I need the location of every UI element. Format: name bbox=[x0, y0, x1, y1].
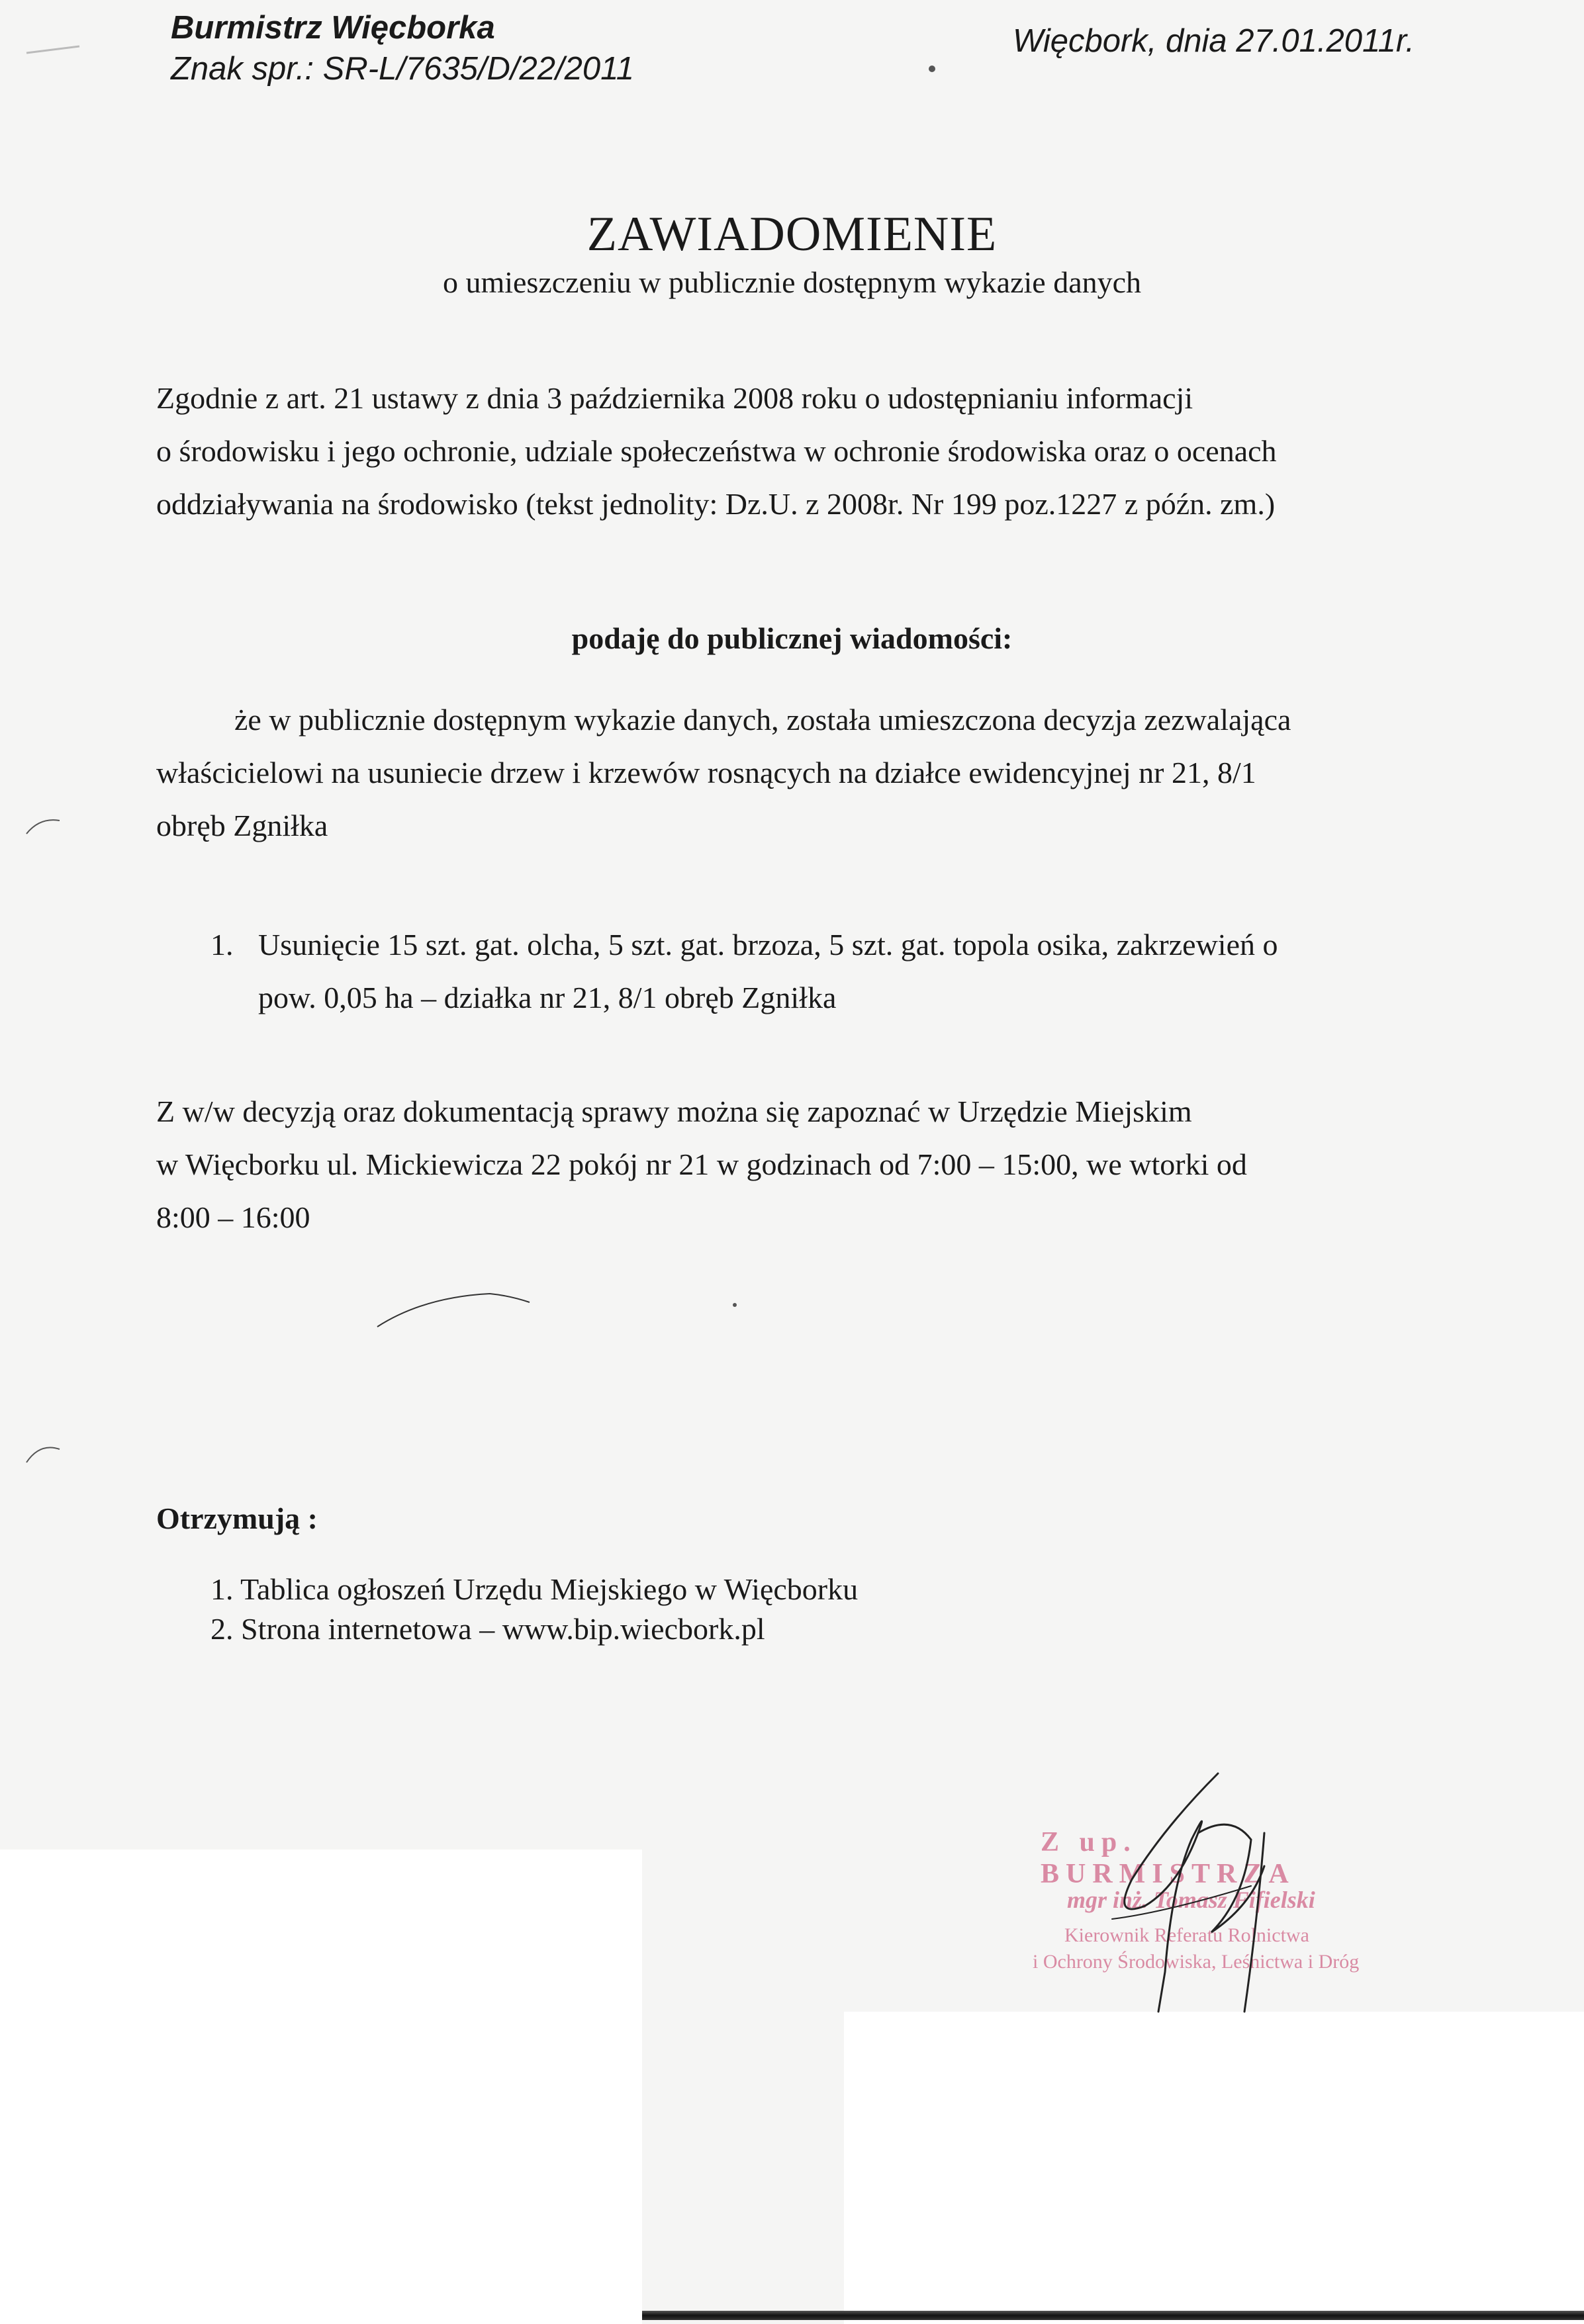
document-subtitle: o umieszczeniu w publicznie dostępnym wykazie danych bbox=[442, 265, 1142, 299]
recipients-list bbox=[210, 1570, 858, 1649]
list-item bbox=[210, 918, 1428, 1024]
decision-line: obręb Zgniłka bbox=[156, 809, 328, 842]
legal-basis-paragraph bbox=[156, 372, 1427, 531]
scan-paper-region bbox=[844, 2012, 1584, 2324]
reference-number: Znak spr.: SR-L/7635/D/22/2011 bbox=[171, 51, 634, 87]
legal-basis-line: oddziaływania na środowisko (tekst jednolity: Dz.U. z 2008r. Nr 199 poz.1227 z późn. zm.) bbox=[156, 487, 1276, 521]
document-title: ZAWIADOMIENIE bbox=[586, 207, 998, 261]
list-item-line: pow. 0,05 ha – działka nr 21, 8/1 obręb Zgniłka bbox=[258, 981, 837, 1014]
decision-paragraph bbox=[156, 693, 1427, 852]
announcement-heading: podaję do publicznej wiadomości: bbox=[571, 621, 1013, 655]
decision-line: właścicielowi na usuniecie drzew i krzewów rosnących na działce ewidencyjnej nr 21, 8/1 bbox=[156, 756, 1256, 789]
inspection-paragraph bbox=[156, 1085, 1427, 1244]
legal-basis-line: o środowisku i jego ochronie, udziale społeczeństwa w ochronie środowiska oraz o ocenach bbox=[156, 434, 1277, 468]
stamp-line: Z up. BURMISTRZA bbox=[1041, 1827, 1295, 1889]
stamp-line: i Ochrony Środowiska, Leśnictwa i Dróg bbox=[1033, 1951, 1360, 1973]
issuer-name: Burmistrz Więcborka bbox=[171, 10, 495, 46]
stamp-line: mgr inż. Tomasz Fifielski bbox=[1067, 1887, 1315, 1913]
recipients-heading: Otrzymują : bbox=[156, 1501, 318, 1535]
decision-line: że w publicznie dostępnym wykazie danych, została umieszczona decyzja zezwalająca bbox=[234, 703, 1291, 737]
stamp-line: Kierownik Referatu Rolnictwa bbox=[1064, 1924, 1309, 1946]
legal-basis-line: Zgodnie z art. 21 ustawy z dnia 3 października 2008 roku o udostępnianiu informacji bbox=[156, 381, 1193, 415]
list-item-line: Usunięcie 15 szt. gat. olcha, 5 szt. gat. brzoza, 5 szt. gat. topola osika, zakrzewień o bbox=[258, 928, 1278, 961]
inspection-line: w Więcborku ul. Mickiewicza 22 pokój nr 21 w godzinach od 7:00 – 15:00, we wtorki od bbox=[156, 1147, 1247, 1181]
scan-bottom-edge bbox=[642, 2311, 1584, 2320]
recipient-item: 1. Tablica ogłoszeń Urzędu Miejskiego w Więcborku bbox=[210, 1572, 859, 1606]
list-item-number: 1. bbox=[210, 928, 234, 961]
inspection-line: 8:00 – 16:00 bbox=[156, 1200, 310, 1234]
scan-paper-region bbox=[0, 1850, 642, 2324]
inspection-line: Z w/w decyzją oraz dokumentacją sprawy można się zapoznać w Urzędzie Miejskim bbox=[156, 1095, 1192, 1128]
place-and-date: Więcbork, dnia 27.01.2011r. bbox=[1013, 23, 1415, 59]
handwritten-signature bbox=[1033, 1754, 1430, 2058]
recipient-item: 2. Strona internetowa – www.bip.wiecbork.pl bbox=[210, 1612, 765, 1646]
